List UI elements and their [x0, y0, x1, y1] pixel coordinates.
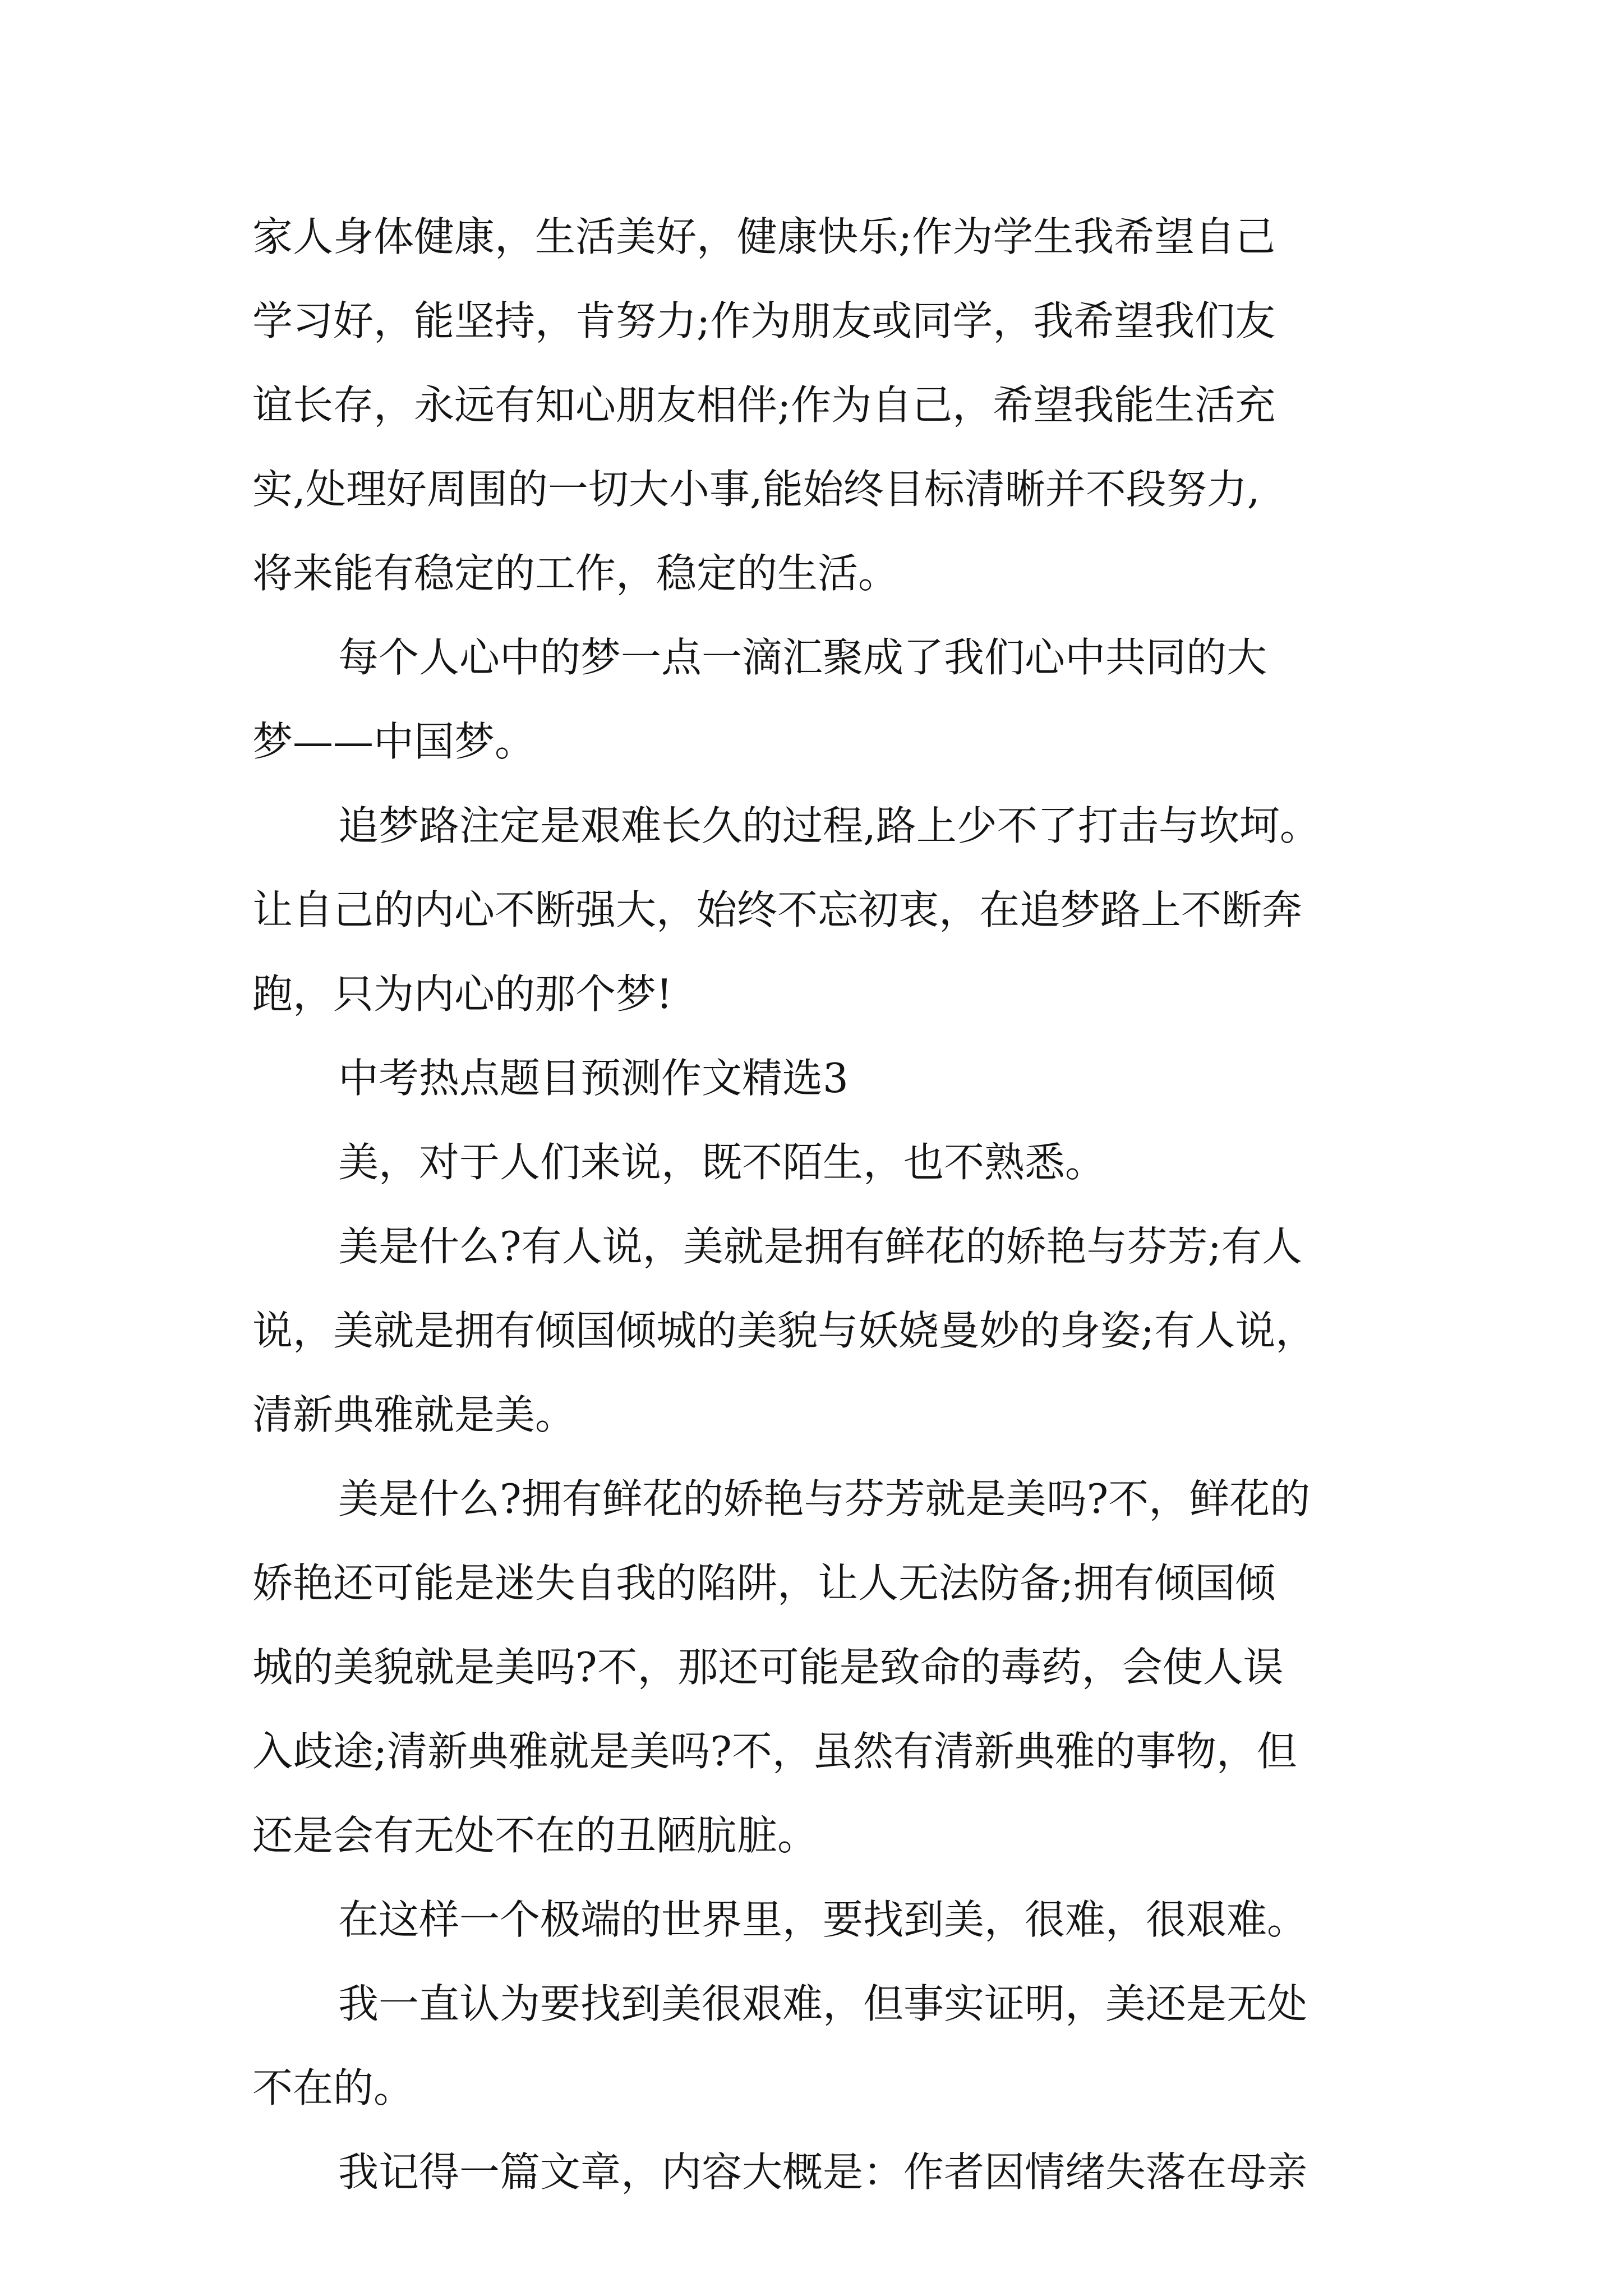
text-line: 谊长存，永远有知心朋友相伴;作为自己，希望我能生活充: [252, 381, 1276, 429]
section-heading: 中考热点题目预测作文精选3: [338, 1055, 849, 1102]
text-line: 家人身体健康，生活美好，健康快乐;作为学生我希望自己: [252, 213, 1276, 260]
text-line: 娇艳还可能是迷失自我的陷阱，让人无法防备;拥有倾国倾: [252, 1559, 1276, 1607]
text-line: 还是会有无处不在的丑陋肮脏。: [252, 1812, 818, 1859]
text-line: 将来能有稳定的工作，稳定的生活。: [252, 550, 899, 597]
text-line: 城的美貌就是美吗?不，那还可能是致命的毒药，会使人误: [252, 1644, 1284, 1691]
text-line: 美，对于人们来说，既不陌生，也不熟悉。: [338, 1139, 1106, 1186]
text-line: 学习好，能坚持，肯努力;作为朋友或同学，我希望我们友: [252, 297, 1276, 344]
text-line: 梦——中国梦。: [252, 718, 536, 765]
text-line: 追梦路注定是艰难长久的过程,路上少不了打击与坎坷。: [338, 802, 1320, 849]
text-line: 在这样一个极端的世界里，要找到美，很难，很艰难。: [338, 1896, 1308, 1943]
text-line: 跑，只为内心的那个梦!: [252, 970, 672, 1018]
text-line: 美是什么?拥有鲜花的娇艳与芬芳就是美吗?不，鲜花的: [338, 1475, 1311, 1522]
text-line: 清新典雅就是美。: [252, 1391, 576, 1438]
text-line: 每个人心中的梦一点一滴汇聚成了我们心中共同的大: [338, 634, 1267, 681]
text-line: 实,处理好周围的一切大小事,能始终目标清晰并不段努力,: [252, 466, 1260, 513]
text-line: 不在的。: [252, 2064, 414, 2111]
text-line: 我一直认为要找到美很艰难，但事实证明，美还是无处: [338, 1980, 1308, 2027]
text-line: 让自己的内心不断强大，始终不忘初衷，在追梦路上不断奔: [252, 886, 1303, 933]
text-line: 我记得一篇文章，内容大概是：作者因情绪失落在母亲: [338, 2148, 1308, 2196]
text-line: 说，美就是拥有倾国倾城的美貌与妖娆曼妙的身姿;有人说，: [252, 1307, 1316, 1354]
text-line: 美是什么?有人说，美就是拥有鲜花的娇艳与芬芳;有人: [338, 1223, 1302, 1270]
text-line: 入歧途;清新典雅就是美吗?不，虽然有清新典雅的事物，但: [252, 1728, 1297, 1775]
